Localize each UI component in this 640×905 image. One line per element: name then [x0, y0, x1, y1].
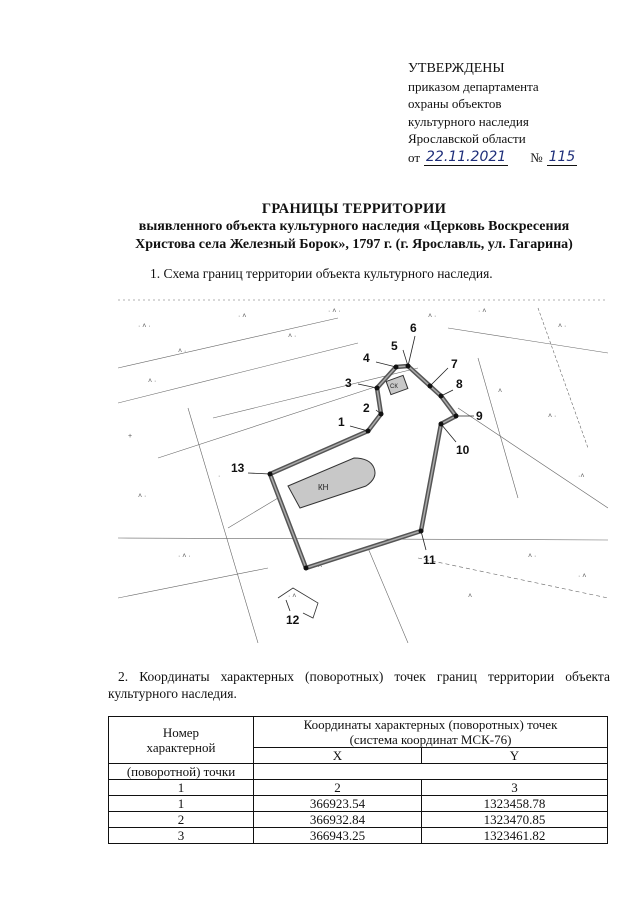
- x-cell: 366943.25: [254, 828, 422, 844]
- coords-caption-text: 2. Координаты характерных (поворотных) точек границ территории объекта культурного наследия.: [108, 669, 610, 701]
- svg-text:˄ ·: ˄ ·: [558, 323, 567, 330]
- point-label: 3: [345, 376, 352, 390]
- church-building: [288, 458, 375, 508]
- point-label: 11: [423, 553, 436, 567]
- svg-text:˄ ·: ˄ ·: [178, 348, 187, 355]
- svg-text:˄ ·: ˄ ·: [428, 313, 437, 320]
- table-row: [109, 796, 608, 812]
- header-text: Координаты характерных (поворотных) точек: [303, 717, 558, 732]
- approval-date-number: [408, 149, 608, 167]
- number-sign: №: [530, 149, 543, 165]
- svg-text:· ˄: · ˄: [238, 313, 247, 320]
- svg-text:· ˄ ·: · ˄ ·: [328, 308, 341, 315]
- point-label: 13: [231, 461, 245, 475]
- header-text: Номер: [162, 725, 200, 740]
- svg-text:+: +: [128, 433, 133, 440]
- svg-text:·: ·: [218, 473, 221, 480]
- svg-text:˄ ·: ˄ ·: [548, 413, 557, 420]
- small-building: [386, 375, 408, 394]
- date-prefix: от: [408, 149, 421, 165]
- svg-text:˄: ˄: [318, 563, 323, 570]
- title-line-3: Христова села Железный Борок», 1797 г. (г. Ярославль, ул. Гагарина): [135, 237, 573, 252]
- svg-text:·˄: ·˄: [578, 473, 585, 480]
- header-coordinates: [254, 717, 608, 748]
- svg-text:˄: ˄: [498, 388, 503, 395]
- header-y: Y: [421, 748, 607, 764]
- church-label: КН: [318, 483, 329, 492]
- index-cell: 2: [254, 780, 422, 796]
- svg-text:· ˄: · ˄: [288, 593, 297, 600]
- title-main: ГРАНИЦЫ ТЕРРИТОРИИ: [261, 201, 447, 217]
- x-cell: 366923.54: [254, 796, 422, 812]
- table-row: [109, 828, 608, 844]
- approval-line: Ярославской области: [408, 131, 526, 146]
- index-cell: 1: [109, 780, 254, 796]
- header-text: характерной: [146, 740, 216, 755]
- svg-text:· ˄: · ˄: [478, 308, 487, 315]
- svg-text:˄ ·: ˄ ·: [148, 378, 157, 385]
- x-cell: 366932.84: [254, 812, 422, 828]
- title-line-2: выявленного объекта культурного наследия «Церковь Воскресения: [138, 219, 570, 234]
- svg-text:˄ ·: ˄ ·: [528, 553, 537, 560]
- coords-caption: [108, 668, 610, 702]
- point-label: 1: [338, 415, 345, 429]
- small-building-label: СК: [390, 384, 398, 390]
- approval-heading: УТВЕРЖДЕНЫ: [408, 61, 505, 76]
- svg-text:˄: ˄: [468, 593, 473, 600]
- svg-text:· ˄ ·: · ˄ ·: [138, 323, 151, 330]
- point-label: 6: [410, 321, 417, 335]
- point-label: 8: [456, 377, 463, 391]
- svg-text:˄ ·: ˄ ·: [288, 333, 297, 340]
- approval-block: [408, 60, 608, 166]
- territory-map: [118, 298, 608, 643]
- y-cell: 1323470.85: [421, 812, 607, 828]
- coordinates-table: [108, 716, 608, 844]
- table-subheader-row: [109, 764, 608, 780]
- point-label: 4: [363, 351, 370, 365]
- point-number-cell: 3: [109, 828, 254, 844]
- approval-line: охраны объектов: [408, 96, 502, 111]
- scheme-caption: 1. Схема границ территории объекта культурного наследия.: [150, 266, 493, 281]
- handwritten-number: 115: [548, 149, 576, 165]
- approval-line: приказом департамента: [408, 78, 539, 94]
- handwritten-date: 22.11.2021: [426, 149, 507, 165]
- point-number-cell: 2: [109, 812, 254, 828]
- header-x: X: [254, 748, 422, 764]
- point-label: 7: [451, 357, 458, 371]
- table-header-row: [109, 717, 608, 748]
- header-point-number-line3: (поворотной) точки: [109, 764, 254, 780]
- svg-text:· ˄ ·: · ˄ ·: [178, 553, 191, 560]
- index-cell: 3: [421, 780, 607, 796]
- point-label: 5: [391, 339, 398, 353]
- svg-text:· ˄: · ˄: [578, 573, 587, 580]
- document-title: [100, 200, 608, 254]
- approval-line: культурного наследия: [408, 113, 529, 129]
- svg-text:˄ ·: ˄ ·: [138, 493, 147, 500]
- y-cell: 1323458.78: [421, 796, 607, 812]
- header-point-number: [109, 717, 254, 764]
- point-label: 10: [456, 443, 470, 457]
- header-text: (система координат МСК-76): [349, 732, 512, 747]
- point-label: 2: [363, 401, 370, 415]
- point-label: 12: [286, 613, 300, 627]
- map-vegetation-marks: [128, 308, 586, 600]
- y-cell: 1323461.82: [421, 828, 607, 844]
- point-number-cell: 1: [109, 796, 254, 812]
- table-row: [109, 812, 608, 828]
- point-label: 9: [476, 409, 483, 423]
- table-index-row: [109, 780, 608, 796]
